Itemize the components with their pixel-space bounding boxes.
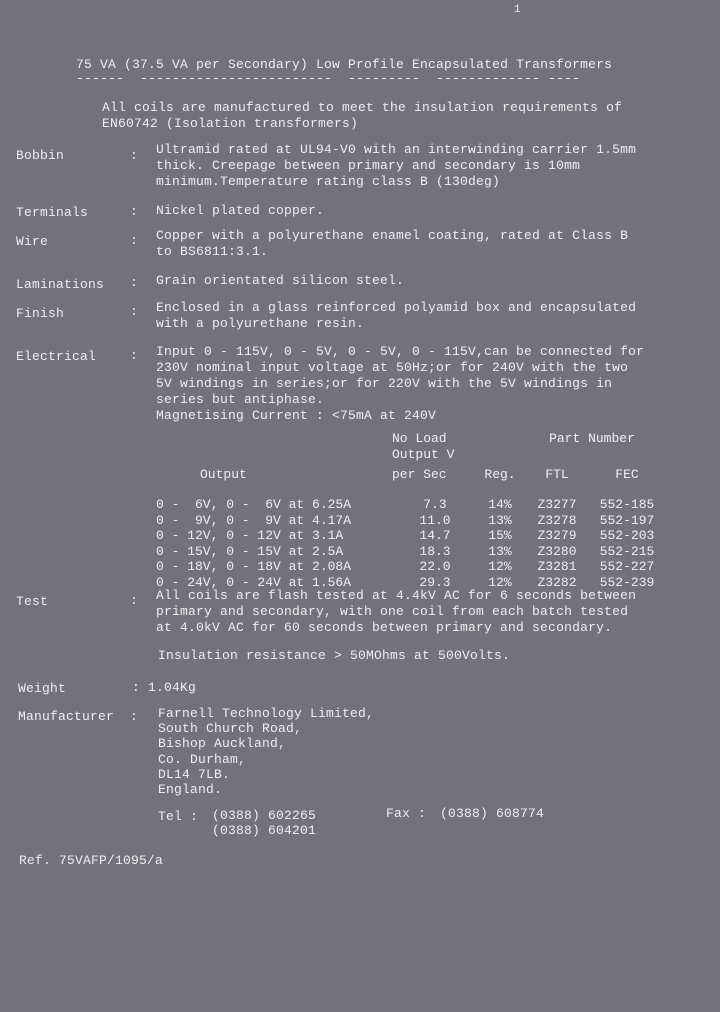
col-fec-header: FEC (615, 466, 639, 482)
col-noload-header: Output V (392, 446, 455, 462)
bobbin-text: Ultramid rated at UL94-V0 with an interwinding carrier 1.5mm thick. Creepage between primary and secondary is 10mm minimum.Temperature rating class B (130deg) (156, 142, 637, 189)
table-row: 0 - 12V, 0 - 12V at 3.1A 14.7 15% Z3279 552-203 (156, 528, 655, 543)
test-label: Test (16, 594, 49, 609)
insulation-text: Insulation resistance > 50MOhms at 500Volts. (158, 648, 511, 663)
test-colon: : (130, 593, 139, 608)
laminations-text: Grain orientated silicon steel. (156, 273, 405, 288)
finish-label: Finish (16, 306, 65, 321)
table-row: 0 - 6V, 0 - 6V at 6.25A 7.3 14% Z3277 552-185 (156, 497, 655, 512)
tel-number-2: (0388) 604201 (212, 823, 317, 838)
manufacturer-address: Farnell Technology Limited, South Church Road, Bishop Auckland, Co. Durham, DL14 7LB. England. (158, 706, 375, 798)
tel-number-1: (0388) 602265 (212, 808, 317, 823)
fax-label: Fax : (386, 806, 427, 821)
table-row: 0 - 9V, 0 - 9V at 4.17A 11.0 13% Z3278 552-197 (156, 512, 655, 528)
table-header-row (156, 462, 662, 482)
laminations-label: Laminations (16, 277, 105, 292)
test-text: All coils are flash tested at 4.4kV AC for 6 seconds between primary and secondary, with one coil from each batch tested at 4.0kV AC for 60 seconds between primary and secondary. (156, 588, 637, 635)
bobbin-label: Bobbin (16, 148, 65, 163)
manufacturer-label: Manufacturer (18, 709, 115, 724)
wire-colon: : (130, 233, 139, 248)
table-row: 0 - 15V, 0 - 15V at 2.5A 18.3 13% Z3280 552-215 (156, 543, 655, 559)
page-title: 75 VA (37.5 VA per Secondary) Low Profile Encapsulated Transformers (76, 57, 613, 72)
electrical-label: Electrical (16, 349, 97, 364)
finish-colon: : (130, 304, 139, 319)
terminals-colon: : (130, 204, 139, 219)
electrical-text: Input 0 - 115V, 0 - 5V, 0 - 5V, 0 - 115V,can be connected for 230V nominal input voltage at 50Hz;or for 240V with the two 5V windings in series;or for 220V with the 5V windings in series but antiphase. Magnetising Current : <75mA at 240V (156, 344, 645, 423)
tel-label: Tel : (158, 809, 199, 824)
wire-text: Copper with a polyurethane enamel coating, rated at Class B to BS6811:3.1. (156, 228, 629, 259)
title-underline: ------ ------------------------ --------- ------------- ---- (76, 71, 581, 86)
intro-paragraph: All coils are manufactured to meet the insulation requirements of EN60742 (Isolation transformers) (102, 100, 623, 131)
finish-text: Enclosed in a glass reinforced polyamid box and encapsulated with a polyurethane resin. (156, 300, 637, 331)
weight-label: Weight (18, 681, 67, 696)
fax-number: (0388) 608774 (440, 806, 545, 821)
col-noload-header: No Load (392, 431, 447, 446)
manufacturer-colon: : (130, 709, 139, 724)
col-output-header: Output (200, 466, 247, 482)
table-row: 0 - 18V, 0 - 18V at 2.08A 22.0 12% Z3281 552-227 (156, 559, 655, 574)
col-noload-header: per Sec (392, 466, 447, 482)
table-header-row (156, 431, 662, 447)
laminations-colon: : (130, 275, 139, 290)
electrical-colon: : (130, 348, 139, 363)
terminals-text: Nickel plated copper. (156, 203, 325, 218)
wire-label: Wire (16, 234, 49, 249)
col-reg-header: Reg. (484, 466, 516, 482)
col-ftl-header: FTL (545, 466, 569, 482)
table-row: 0 - 24V, 0 - 24V at 1.56A 29.3 12% Z3282 552-239 (156, 574, 655, 590)
output-table (156, 431, 662, 590)
weight-value: : 1.04Kg (132, 680, 197, 695)
document-ref: Ref. 75VAFP/1095/a (19, 853, 164, 868)
col-partnumber-header: Part Number (549, 431, 635, 446)
table-header-row (156, 447, 662, 463)
page-mark: 1 (514, 4, 521, 16)
terminals-label: Terminals (16, 205, 89, 220)
bobbin-colon: : (130, 148, 139, 163)
